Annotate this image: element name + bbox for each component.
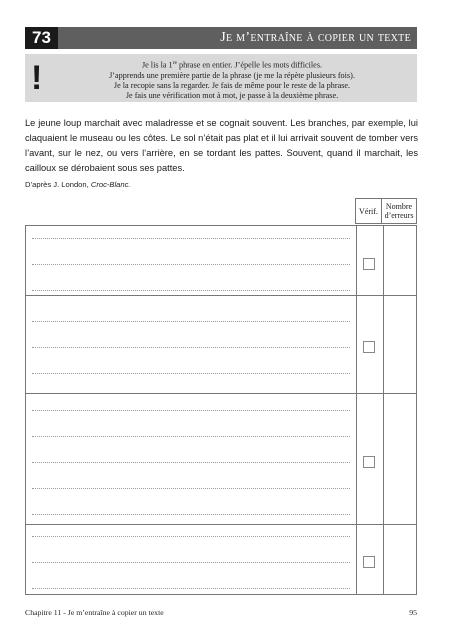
verif-cell [356, 525, 384, 594]
writing-area[interactable] [26, 525, 357, 594]
footer-page-number: 95 [409, 608, 417, 617]
verif-checkbox[interactable] [363, 456, 375, 468]
dotted-writing-line [32, 436, 350, 437]
verif-checkbox[interactable] [363, 258, 375, 270]
dotted-writing-line [32, 562, 350, 563]
exclamation-icon: ! [31, 59, 43, 97]
dotted-writing-line [32, 321, 350, 322]
instruction-line-1-sup: re [172, 60, 177, 66]
column-header-errors [382, 198, 417, 224]
errors-count-cell[interactable] [383, 296, 416, 393]
copy-table [25, 198, 417, 600]
errors-count-cell[interactable] [383, 525, 416, 594]
instruction-line-2: J’apprends une première partie de la phrase (je me la répète plusieurs fois). [109, 70, 355, 80]
writing-area[interactable] [26, 226, 357, 295]
footer-chapter: Chapitre 11 - Je m’entraîne à copier un texte [25, 608, 164, 617]
dotted-writing-line [32, 410, 350, 411]
instruction-line-1-prefix: Je lis la 1 [141, 60, 173, 70]
dotted-writing-line [32, 290, 350, 291]
instruction-line-1 [55, 58, 409, 71]
copy-row [25, 394, 417, 525]
errors-count-cell[interactable] [383, 226, 416, 295]
exercise-title: Je m’entraîne à copier un texte [220, 30, 411, 45]
verif-checkbox[interactable] [363, 341, 375, 353]
writing-area[interactable] [26, 296, 357, 393]
exercise-number: 73 [25, 27, 58, 49]
verif-cell [356, 226, 384, 295]
column-header-verif: Vérif. [355, 198, 382, 224]
page-footer [25, 608, 417, 617]
instruction-line-4: Je fais une vérification mot à mot, je passe à la deuxième phrase. [125, 90, 339, 100]
instructions-lines [55, 58, 409, 101]
source-author: D’après J. London, [25, 180, 91, 189]
instruction-line-1-suffix: phrase en entier. J’épelle les mots difficiles. [176, 60, 323, 70]
dotted-writing-line [32, 488, 350, 489]
dotted-writing-line [32, 536, 350, 537]
writing-area[interactable] [26, 394, 357, 524]
dotted-writing-line [32, 514, 350, 515]
copy-row [25, 296, 417, 394]
column-header-errors-line2: d’erreurs [384, 211, 414, 220]
dotted-writing-line [32, 588, 350, 589]
dotted-writing-line [32, 238, 350, 239]
source-title: Croc-Blanc. [90, 180, 131, 189]
dotted-writing-line [32, 373, 350, 374]
instructions-box [25, 54, 417, 102]
passage-source [25, 180, 131, 189]
verif-cell [356, 296, 384, 393]
dotted-writing-line [32, 264, 350, 265]
verif-checkbox[interactable] [363, 556, 375, 568]
verif-cell [356, 394, 384, 524]
copy-row [25, 225, 417, 296]
errors-count-cell[interactable] [383, 394, 416, 524]
passage-text: Le jeune loup marchait avec maladresse et se cognait souvent. Les branches, par exemple, lui claquaient le museau ou les côtes. Le sol n’était pas plat et il lui arrivait souvent de tomber vers l’avant, sur le nez, ou vers l’arrière, en se tordant les pattes. Souvent, quand il marchait, les cailloux se dérobaient sous ses pattes. [25, 118, 418, 173]
exercise-header [25, 27, 417, 49]
copy-row [25, 525, 417, 595]
column-header-errors-line1: Nombre [385, 202, 413, 211]
dotted-writing-line [32, 347, 350, 348]
instruction-line-3: Je la recopie sans la regarder. Je fais de même pour le reste de la phrase. [113, 80, 351, 90]
dotted-writing-line [32, 462, 350, 463]
